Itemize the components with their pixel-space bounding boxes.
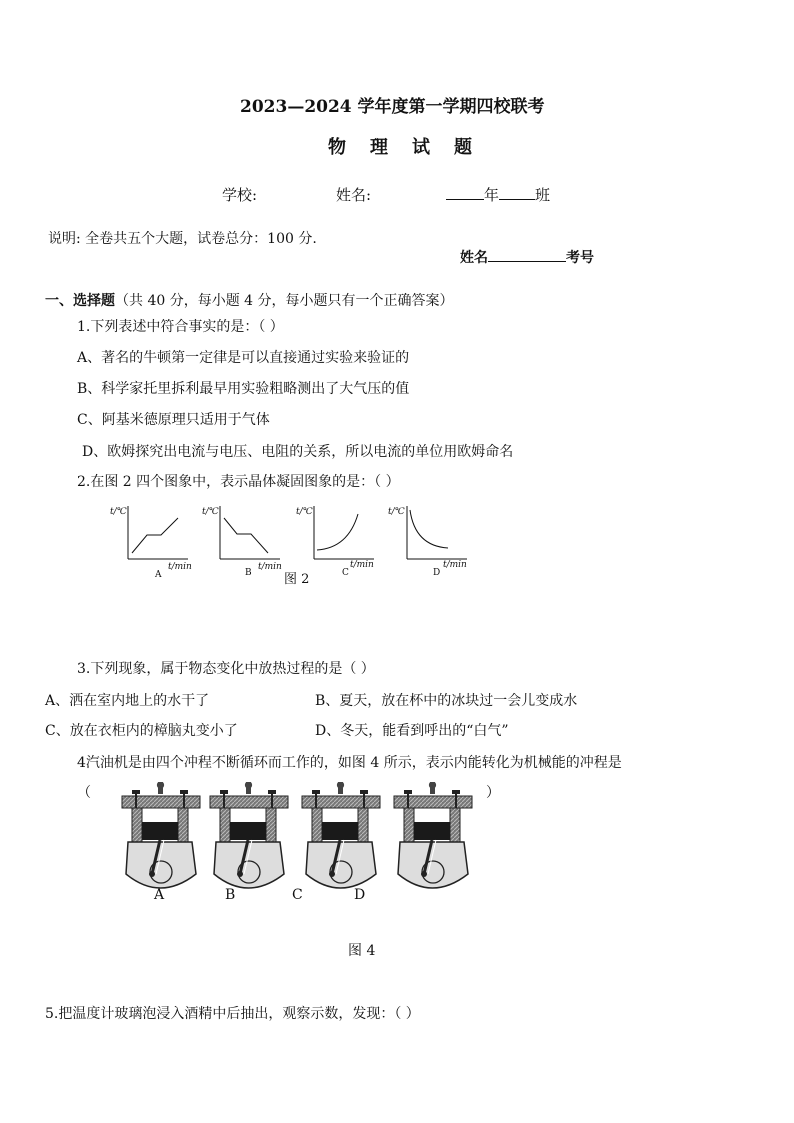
stamp-name-label: 姓名	[460, 250, 488, 266]
graph-d-x-axis: t/min	[443, 560, 467, 570]
question-3-option-d: D、冬天，能看到呼出的“白气”	[315, 723, 509, 739]
question-3-option-c: C、放在衣柜内的樟脑丸变小了	[45, 723, 238, 739]
grade-suffix: 年	[484, 186, 500, 204]
graph-b	[202, 506, 282, 578]
engine-a	[122, 782, 200, 888]
engine-label-c: C	[292, 887, 303, 903]
question-5-stem: 5.把温度计玻璃泡浸入酒精中后抽出，观察示数，发现：（ ）	[45, 1006, 420, 1022]
graph-b-letter: B	[245, 568, 252, 578]
question-4-paren-close: ）	[486, 785, 500, 801]
graph-d	[388, 506, 467, 578]
question-1-option-d: D、欧姆探究出电流与电压、电阻的关系，所以电流的单位用欧姆命名	[82, 444, 514, 460]
graph-a-letter: A	[155, 570, 162, 580]
graph-a-y-axis: t/℃	[110, 507, 127, 517]
question-4-paren-open: （	[77, 785, 91, 801]
name-label: 姓名:	[336, 186, 372, 204]
exam-note: 说明: 全卷共五个大题，试卷总分：100 分.	[48, 231, 317, 247]
section-title: 一、选择题	[45, 293, 115, 309]
question-2-stem: 2.在图 2 四个图象中，表示晶体凝固图象的是：（ ）	[77, 474, 400, 490]
graph-a-x-axis: t/min	[168, 562, 192, 572]
engine-c	[302, 782, 380, 888]
graph-d-letter: D	[433, 568, 441, 578]
engine-label-a: A	[154, 887, 165, 903]
section-heading	[45, 290, 454, 310]
graph-b-y-axis: t/℃	[202, 507, 219, 517]
subject-title	[328, 133, 474, 159]
question-3-stem: 3.下列现象，属于物态变化中放热过程的是（ ）	[77, 661, 375, 677]
graph-b-x-axis: t/min	[258, 562, 282, 572]
class-blank[interactable]	[499, 185, 535, 200]
stamp-exam-no-label: 考号	[566, 250, 594, 266]
figure-4-caption: 图 4	[348, 943, 376, 959]
section-instruction: （共 40 分，每小题 4 分，每小题只有一个正确答案）	[115, 293, 454, 309]
figure-2-caption: 图 2	[284, 572, 310, 587]
engine-label-d: D	[354, 887, 366, 903]
exam-title: 2023—2024 学年度第一学期四校联考	[240, 97, 545, 117]
graph-c-y-axis: t/℃	[296, 507, 313, 517]
grade-blank[interactable]	[446, 185, 484, 200]
question-1-option-a: A、著名的牛顿第一定律是可以直接通过实验来验证的	[77, 350, 410, 366]
subject-char: 试	[412, 137, 432, 158]
subject-char: 题	[454, 137, 474, 158]
graph-c-x-axis: t/min	[350, 560, 374, 570]
question-1-option-b: B、科学家托里拆利最早用实验粗略测出了大气压的值	[77, 381, 410, 397]
school-label: 学校:	[222, 186, 258, 204]
graph-a	[110, 506, 192, 580]
figure-4-engines	[118, 782, 488, 912]
stamp-name-blank[interactable]	[488, 247, 566, 262]
engine-b	[210, 782, 288, 888]
question-3-option-b: B、夏天，放在杯中的冰块过一会儿变成水	[315, 693, 578, 709]
question-1-option-c: C、阿基米德原理只适用于气体	[77, 412, 270, 428]
engine-d	[394, 782, 472, 888]
question-1-stem: 1.下列表述中符合事实的是：（ ）	[77, 319, 284, 335]
question-4-stem: 4汽油机是由四个冲程不断循环而工作的，如图 4 所示，表示内能转化为机械能的冲程是	[77, 755, 622, 771]
subject-char: 理	[370, 137, 390, 158]
subject-char: 物	[328, 137, 348, 158]
engine-label-b: B	[225, 887, 236, 903]
graph-c-letter: C	[342, 568, 349, 578]
grade-class-line	[446, 184, 550, 205]
graph-d-y-axis: t/℃	[388, 507, 405, 517]
question-3-option-a: A、洒在室内地上的水干了	[45, 693, 210, 709]
class-suffix: 班	[535, 186, 551, 204]
name-exam-number-line	[460, 247, 594, 267]
